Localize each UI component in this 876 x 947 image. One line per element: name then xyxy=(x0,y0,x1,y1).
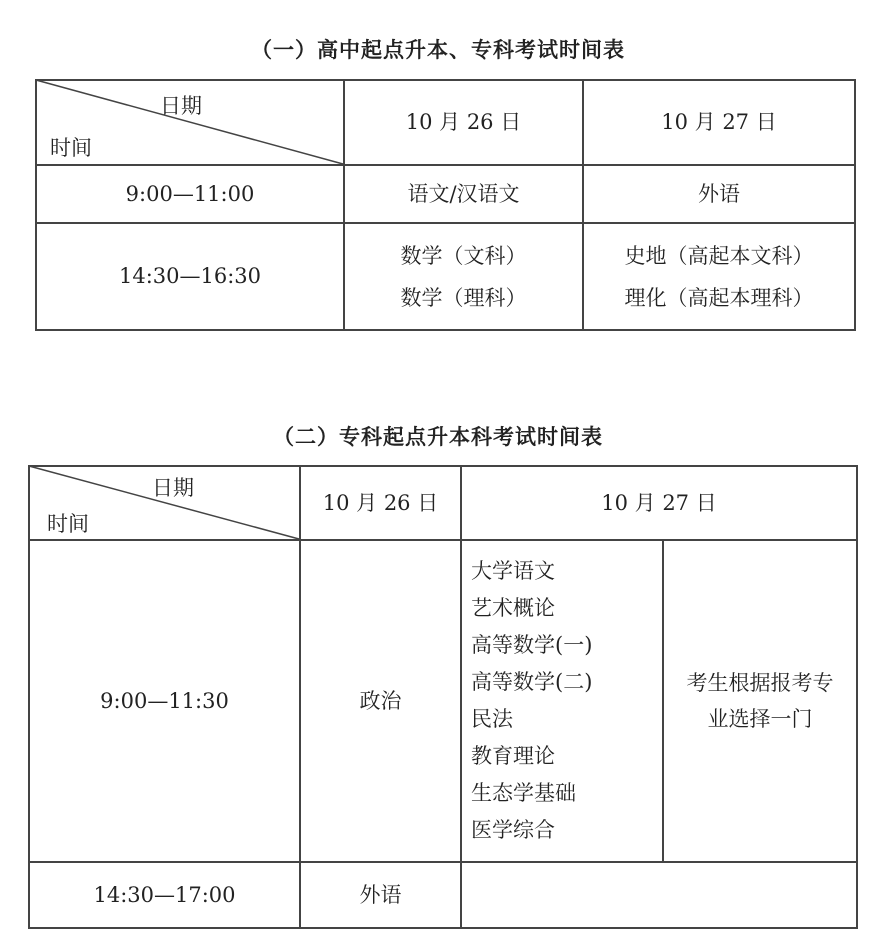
table1-header-date: 日期 xyxy=(160,94,202,118)
table2-row2-time: 14:30—17:00 xyxy=(93,882,236,907)
table1-row2-day2-subject: 史地（高起本文科） xyxy=(624,243,814,268)
subject-item: 高等数学(二) xyxy=(471,670,593,694)
table2-row1-day2-subjects xyxy=(461,540,663,862)
table1-row2-time: 14:30—16:30 xyxy=(118,264,262,289)
table2-header-date: 日期 xyxy=(152,476,194,500)
subject-item: 教育理论 xyxy=(471,744,555,768)
table2-col-date-2: 10 月 27 日 xyxy=(601,490,717,515)
table1-row2-day1-subject: 数学（文科） xyxy=(400,243,527,268)
table2-row1-day2-note xyxy=(663,540,857,862)
table1-title: （一）高中起点升本、专科考试时间表 xyxy=(251,38,625,62)
subject-item: 高等数学(一) xyxy=(471,633,593,657)
subject-item: 医学综合 xyxy=(471,818,555,842)
subject-item: 生态学基础 xyxy=(471,781,576,805)
table2-row1-day1: 政治 xyxy=(359,688,402,713)
table1-row2-day1 xyxy=(344,223,583,330)
table1-row1-day2: 外语 xyxy=(698,181,740,206)
subject-item: 艺术概论 xyxy=(471,596,555,620)
table1-row1-day1: 语文/汉语文 xyxy=(407,181,520,206)
subject-note: 考生根据报考专业选择一门 xyxy=(686,671,834,731)
table1-row2-day2-subject: 理化（高起本理科） xyxy=(624,285,814,310)
table1-header-time: 时间 xyxy=(50,136,92,160)
subject-item: 民法 xyxy=(471,707,513,731)
table2-title: （二）专科起点升本科考试时间表 xyxy=(273,425,603,449)
subject-item: 大学语文 xyxy=(471,559,555,583)
table2-row2-day1: 外语 xyxy=(359,882,402,907)
table1-row1-time: 9:00—11:00 xyxy=(125,181,255,206)
table2-row2-day2 xyxy=(461,862,857,928)
table1-col-date-2: 10 月 27 日 xyxy=(661,110,777,135)
table1-row2-day2 xyxy=(583,223,855,330)
table2-row1-time: 9:00—11:30 xyxy=(100,688,229,713)
table2-col-date-1: 10 月 26 日 xyxy=(322,490,439,515)
table1-row2-day1-subject: 数学（理科） xyxy=(400,285,527,310)
table2-header-time: 时间 xyxy=(47,512,89,536)
table1-col-date-1: 10 月 26 日 xyxy=(405,110,522,135)
